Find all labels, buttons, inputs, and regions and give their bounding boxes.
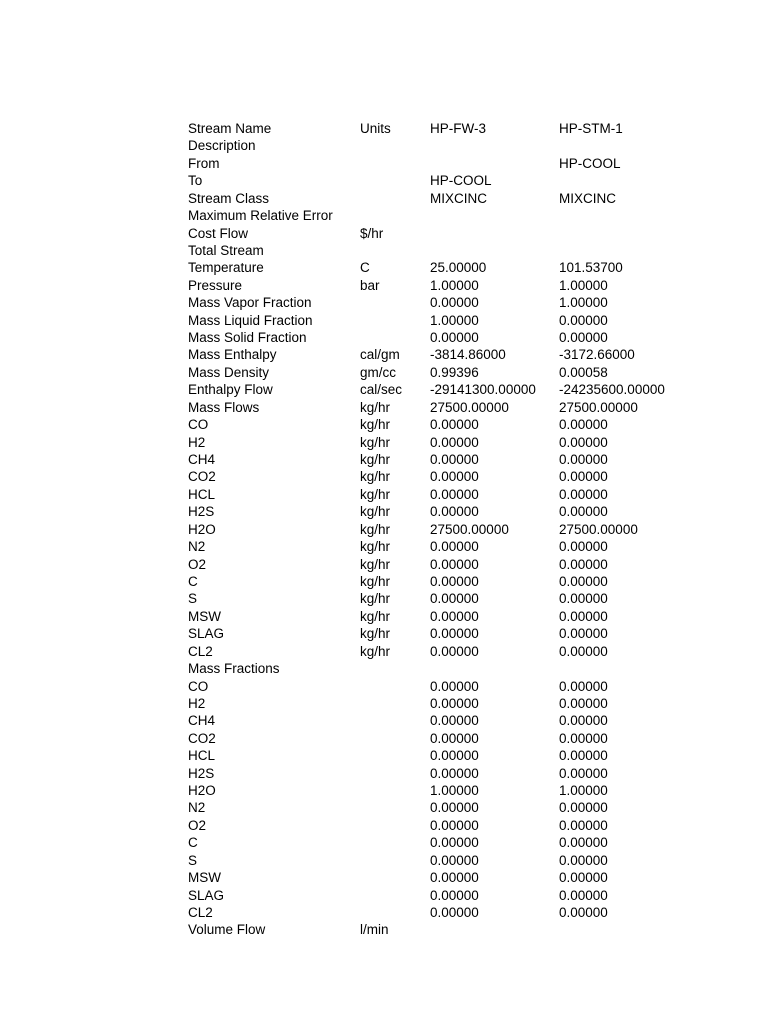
- table-row: [188, 190, 679, 207]
- table-row: [188, 172, 679, 189]
- row-value-stream-2: 0.00000: [559, 608, 608, 624]
- row-value-stream-1: -29141300.00000: [430, 382, 536, 398]
- row-units: kg/hr: [360, 626, 391, 642]
- row-value-stream-2: [559, 225, 679, 242]
- row-value-stream-1: 0.00000: [430, 835, 479, 851]
- row-units: kg/hr: [360, 556, 391, 572]
- row-units: [360, 887, 430, 904]
- table-row: [188, 625, 679, 642]
- row-value-stream-1: 1.00000: [430, 277, 479, 293]
- table-row: [188, 660, 679, 677]
- row-value-stream-2: 0.00000: [559, 626, 608, 642]
- row-value-stream-2: 0.00000: [559, 417, 608, 433]
- table-row: [188, 486, 679, 503]
- row-units: [360, 312, 430, 329]
- table-row: [188, 207, 679, 224]
- row-value-stream-1: [430, 225, 559, 242]
- table-row: [188, 695, 679, 712]
- row-value-stream-1: [430, 207, 559, 224]
- row-value-stream-2: 1.00000: [559, 295, 608, 311]
- row-value-stream-2: [559, 137, 679, 154]
- row-units: kg/hr: [360, 486, 391, 502]
- row-value-stream-1: 1.00000: [430, 312, 479, 328]
- row-value-stream-2: 0.00000: [559, 748, 608, 764]
- row-label: H2S: [188, 504, 215, 520]
- stream-table-body: [188, 120, 679, 939]
- table-row: [188, 468, 679, 485]
- row-value-stream-1: 27500.00000: [430, 399, 509, 415]
- row-value-stream-2: 0.00000: [559, 643, 608, 659]
- row-units: [360, 155, 430, 172]
- table-row: [188, 678, 679, 695]
- table-row: [188, 765, 679, 782]
- row-value-stream-2: [559, 172, 679, 189]
- row-value-stream-1: 0.00000: [430, 573, 479, 589]
- row-units: bar: [360, 277, 380, 293]
- row-label: Description: [188, 138, 256, 154]
- row-value-stream-1: MIXCINC: [430, 190, 487, 206]
- row-value-stream-1: 0.00000: [430, 295, 479, 311]
- row-value-stream-2: 0.00000: [559, 730, 608, 746]
- row-value-stream-2: 0.00000: [559, 852, 608, 868]
- row-label: CO: [188, 678, 209, 694]
- row-value-stream-1: 0.00000: [430, 626, 479, 642]
- row-units: gm/cc: [360, 364, 397, 380]
- table-row: [188, 312, 679, 329]
- row-units: l/min: [360, 922, 389, 938]
- table-row: [188, 590, 679, 607]
- table-row: [188, 225, 679, 242]
- row-label: N2: [188, 800, 206, 816]
- row-value-stream-1: 0.00000: [430, 486, 479, 502]
- row-value-stream-2: 0.00000: [559, 695, 608, 711]
- row-value-stream-1: 27500.00000: [430, 521, 509, 537]
- row-label: HCL: [188, 748, 216, 764]
- row-value-stream-2: 0.00000: [559, 713, 608, 729]
- row-value-stream-2: 0.00000: [559, 556, 608, 572]
- header-stream-name: Stream Name: [188, 121, 272, 136]
- row-value-stream-2: 0.00000: [559, 904, 608, 920]
- row-value-stream-1: 0.00000: [430, 800, 479, 816]
- row-value-stream-1: [430, 921, 559, 938]
- table-row: [188, 834, 679, 851]
- row-label: O2: [188, 556, 207, 572]
- table-row: [188, 556, 679, 573]
- row-value-stream-2: HP-COOL: [559, 155, 621, 171]
- row-label: CL2: [188, 904, 213, 920]
- row-label: S: [188, 852, 198, 868]
- row-value-stream-1: HP-COOL: [430, 173, 492, 189]
- row-units: [360, 817, 430, 834]
- row-units: $/hr: [360, 225, 384, 241]
- table-row: [188, 521, 679, 538]
- row-value-stream-1: 25.00000: [430, 260, 487, 276]
- row-value-stream-2: 27500.00000: [559, 399, 638, 415]
- stream-results-table: [188, 120, 679, 939]
- row-value-stream-2: 0.00058: [559, 364, 608, 380]
- row-units: kg/hr: [360, 399, 391, 415]
- row-value-stream-1: 0.00000: [430, 591, 479, 607]
- row-units: [360, 172, 430, 189]
- row-value-stream-1: 0.00000: [430, 713, 479, 729]
- row-label: MSW: [188, 608, 221, 624]
- row-value-stream-1: 0.00000: [430, 504, 479, 520]
- row-units: kg/hr: [360, 573, 391, 589]
- table-row: [188, 921, 679, 938]
- row-label: Stream Class: [188, 190, 270, 206]
- row-label: S: [188, 591, 198, 607]
- table-row: [188, 294, 679, 311]
- row-value-stream-1: 0.00000: [430, 817, 479, 833]
- table-row: [188, 434, 679, 451]
- table-row: [188, 259, 679, 276]
- table-row: [188, 573, 679, 590]
- row-units: [360, 730, 430, 747]
- row-value-stream-1: 0.00000: [430, 887, 479, 903]
- row-value-stream-2: [559, 660, 679, 677]
- row-label: Cost Flow: [188, 225, 249, 241]
- row-label: Temperature: [188, 260, 264, 276]
- row-value-stream-1: 0.00000: [430, 765, 479, 781]
- row-units: cal/gm: [360, 347, 400, 363]
- row-value-stream-2: 0.00000: [559, 887, 608, 903]
- row-label: CO: [188, 417, 209, 433]
- row-value-stream-1: 1.00000: [430, 783, 479, 799]
- row-value-stream-2: 0.00000: [559, 765, 608, 781]
- table-row: [188, 538, 679, 555]
- row-value-stream-1: 0.00000: [430, 678, 479, 694]
- row-label: To: [188, 173, 203, 189]
- row-value-stream-2: 1.00000: [559, 277, 608, 293]
- table-row: [188, 346, 679, 363]
- table-row: [188, 747, 679, 764]
- row-value-stream-1: 0.00000: [430, 556, 479, 572]
- table-row: [188, 852, 679, 869]
- row-value-stream-1: 0.00000: [430, 870, 479, 886]
- row-units: [360, 869, 430, 886]
- row-units: [360, 242, 430, 259]
- row-value-stream-2: 0.00000: [559, 678, 608, 694]
- row-units: [360, 904, 430, 921]
- row-units: [360, 747, 430, 764]
- row-units: [360, 329, 430, 346]
- table-row: [188, 503, 679, 520]
- row-label: Pressure: [188, 277, 243, 293]
- table-row: [188, 782, 679, 799]
- table-row: [188, 155, 679, 172]
- table-row: [188, 416, 679, 433]
- row-value-stream-2: 0.00000: [559, 591, 608, 607]
- row-units: kg/hr: [360, 417, 391, 433]
- row-units: [360, 712, 430, 729]
- row-value-stream-2: 0.00000: [559, 800, 608, 816]
- row-value-stream-1: [430, 660, 559, 677]
- row-value-stream-1: [430, 242, 559, 259]
- table-row: [188, 904, 679, 921]
- row-value-stream-2: 0.00000: [559, 573, 608, 589]
- row-label: C: [188, 573, 198, 589]
- row-units: [360, 294, 430, 311]
- row-units: kg/hr: [360, 504, 391, 520]
- table-row: [188, 329, 679, 346]
- row-label: Volume Flow: [188, 922, 266, 938]
- row-value-stream-2: 0.00000: [559, 539, 608, 555]
- row-units: kg/hr: [360, 539, 391, 555]
- row-value-stream-1: 0.00000: [430, 852, 479, 868]
- row-label: CH4: [188, 713, 216, 729]
- row-value-stream-2: 0.00000: [559, 870, 608, 886]
- table-header-row: [188, 120, 679, 137]
- table-row: [188, 381, 679, 398]
- header-stream-1: HP-FW-3: [430, 121, 486, 136]
- row-value-stream-2: -24235600.00000: [559, 382, 665, 398]
- row-value-stream-1: -3814.86000: [430, 347, 506, 363]
- table-row: [188, 799, 679, 816]
- row-value-stream-2: -3172.66000: [559, 347, 635, 363]
- table-row: [188, 451, 679, 468]
- row-value-stream-1: [430, 137, 559, 154]
- row-value-stream-2: 0.00000: [559, 817, 608, 833]
- table-row: [188, 242, 679, 259]
- row-label: Mass Fractions: [188, 661, 280, 677]
- row-value-stream-1: 0.00000: [430, 417, 479, 433]
- row-value-stream-1: 0.00000: [430, 730, 479, 746]
- row-label: O2: [188, 817, 207, 833]
- row-value-stream-1: 0.00000: [430, 608, 479, 624]
- row-value-stream-2: 0.00000: [559, 504, 608, 520]
- row-label: Mass Solid Fraction: [188, 330, 307, 346]
- row-units: [360, 190, 430, 207]
- row-label: H2O: [188, 521, 216, 537]
- row-units: [360, 834, 430, 851]
- row-units: [360, 695, 430, 712]
- row-label: Mass Enthalpy: [188, 347, 277, 363]
- row-units: [360, 660, 430, 677]
- row-units: [360, 678, 430, 695]
- row-units: kg/hr: [360, 452, 391, 468]
- table-row: [188, 364, 679, 381]
- row-units: cal/sec: [360, 382, 403, 398]
- row-value-stream-2: 0.00000: [559, 330, 608, 346]
- table-row: [188, 137, 679, 154]
- row-label: From: [188, 155, 220, 171]
- table-row: [188, 887, 679, 904]
- row-label: C: [188, 835, 198, 851]
- row-value-stream-1: 0.00000: [430, 539, 479, 555]
- row-units: kg/hr: [360, 591, 391, 607]
- row-label: N2: [188, 539, 206, 555]
- row-value-stream-2: 0.00000: [559, 835, 608, 851]
- row-value-stream-1: 0.00000: [430, 695, 479, 711]
- table-row: [188, 730, 679, 747]
- header-units: Units: [360, 121, 391, 136]
- row-value-stream-1: 0.99396: [430, 364, 479, 380]
- table-row: [188, 277, 679, 294]
- row-label: H2: [188, 695, 206, 711]
- row-units: kg/hr: [360, 643, 391, 659]
- row-label: SLAG: [188, 887, 225, 903]
- table-row: [188, 608, 679, 625]
- row-value-stream-1: 0.00000: [430, 469, 479, 485]
- row-label: CO2: [188, 469, 216, 485]
- row-label: Mass Vapor Fraction: [188, 295, 312, 311]
- row-label: CL2: [188, 643, 213, 659]
- row-label: MSW: [188, 870, 221, 886]
- row-label: H2O: [188, 783, 216, 799]
- row-value-stream-2: 101.53700: [559, 260, 623, 276]
- row-value-stream-1: 0.00000: [430, 904, 479, 920]
- row-units: kg/hr: [360, 434, 391, 450]
- header-stream-2: HP-STM-1: [559, 121, 623, 136]
- row-label: Enthalpy Flow: [188, 382, 273, 398]
- row-units: kg/hr: [360, 608, 391, 624]
- row-label: Total Stream: [188, 242, 264, 258]
- row-value-stream-2: 0.00000: [559, 434, 608, 450]
- row-value-stream-2: 0.00000: [559, 486, 608, 502]
- row-value-stream-2: 0.00000: [559, 312, 608, 328]
- row-units: C: [360, 260, 370, 276]
- row-label: Mass Density: [188, 364, 270, 380]
- row-label: HCL: [188, 486, 216, 502]
- row-value-stream-1: 0.00000: [430, 748, 479, 764]
- row-label: CO2: [188, 730, 216, 746]
- row-label: H2: [188, 434, 206, 450]
- row-label: SLAG: [188, 626, 225, 642]
- table-row: [188, 869, 679, 886]
- row-value-stream-2: MIXCINC: [559, 190, 616, 206]
- row-label: Mass Liquid Fraction: [188, 312, 313, 328]
- row-value-stream-2: [559, 242, 679, 259]
- table-row: [188, 817, 679, 834]
- row-units: [360, 852, 430, 869]
- table-row: [188, 643, 679, 660]
- row-value-stream-2: 1.00000: [559, 783, 608, 799]
- row-units: [360, 207, 430, 224]
- row-units: [360, 799, 430, 816]
- row-value-stream-2: 0.00000: [559, 452, 608, 468]
- row-value-stream-2: 0.00000: [559, 469, 608, 485]
- row-value-stream-2: 27500.00000: [559, 521, 638, 537]
- row-label: Maximum Relative Error: [188, 208, 333, 224]
- row-units: [360, 765, 430, 782]
- row-label: CH4: [188, 452, 216, 468]
- row-value-stream-1: 0.00000: [430, 643, 479, 659]
- row-label: H2S: [188, 765, 215, 781]
- row-value-stream-1: 0.00000: [430, 434, 479, 450]
- row-value-stream-2: [559, 921, 679, 938]
- row-value-stream-1: 0.00000: [430, 330, 479, 346]
- table-row: [188, 712, 679, 729]
- row-units: [360, 782, 430, 799]
- row-value-stream-1: 0.00000: [430, 452, 479, 468]
- row-value-stream-1: [430, 155, 559, 172]
- table-row: [188, 399, 679, 416]
- row-label: Mass Flows: [188, 399, 260, 415]
- row-units: kg/hr: [360, 469, 391, 485]
- row-units: kg/hr: [360, 521, 391, 537]
- row-units: [360, 137, 430, 154]
- row-value-stream-2: [559, 207, 679, 224]
